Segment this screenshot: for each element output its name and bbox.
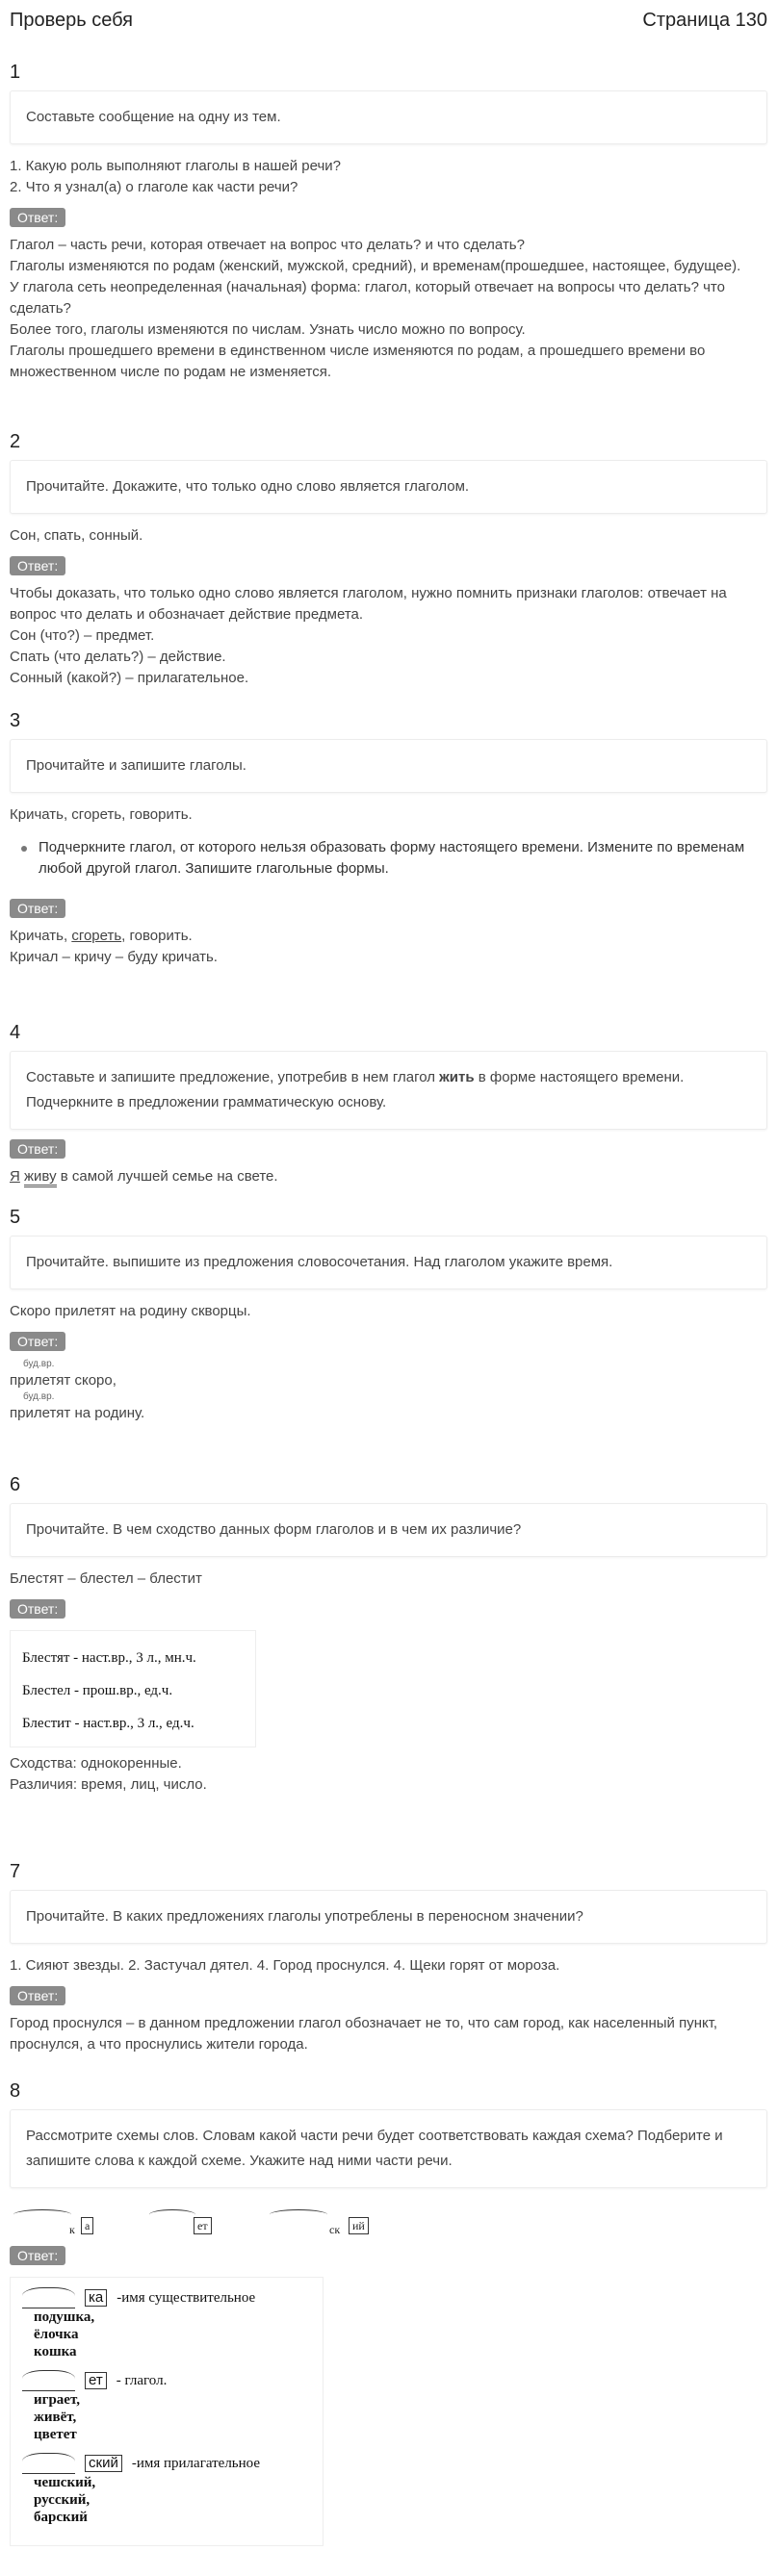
exercise-number: 6 <box>10 1474 21 1495</box>
answer-line: Различия: время, лиц, число. <box>10 1776 207 1793</box>
answer-line: Чтобы доказать, что только одно слово является глаголом, нужно помнить признаки глаголов: отвечает на вопрос что делать и обозначает действие предмета. <box>10 585 727 623</box>
schema-answer-figure <box>10 2277 324 2546</box>
ending-box: ка <box>85 2289 107 2307</box>
figure-line: Блестел - прош.вр., ед.ч. <box>22 1683 173 1698</box>
predicate: живу <box>24 1168 57 1187</box>
answer-text: Я живу в самой лучшей семье на свете. <box>10 1166 767 1187</box>
exercise-number: 1 <box>10 62 21 83</box>
example-word: подушка, <box>34 2309 95 2325</box>
answer-text: Город проснулся – в данном предложении глагол обозначает не то, что сам город, как населенный пункт, проснулся, а что проснулись жители города. <box>10 2015 718 2053</box>
answer-text <box>10 926 767 968</box>
task-box: Прочитайте. В чем сходство данных форм глаголов и в чем их различие? <box>10 1503 767 1557</box>
part-of-speech: - глагол. <box>116 2373 168 2388</box>
exercise-number: 4 <box>10 1022 21 1043</box>
answer-line: Глаголы прошедшего времени в единственном числе изменяются по родам, а прошедшего времени во множественном числе по родам не изменяется. <box>10 343 706 380</box>
task-box: Прочитайте и запишите глаголы. <box>10 739 767 793</box>
answer-line: Спать (что делать?) – действие. <box>10 649 226 665</box>
example-word: барский <box>34 2510 88 2525</box>
bold-word: жить <box>439 1069 475 1085</box>
exercise-text: Кричать, сгореть, говорить. <box>10 806 193 823</box>
example-word: играет, <box>34 2392 80 2408</box>
part-of-speech: -имя прилагательное <box>131 2456 261 2471</box>
exercise-4 <box>10 1020 767 1187</box>
schema-ending: ет <box>194 2217 212 2234</box>
underlined-verb: сгореть <box>71 928 122 944</box>
example-word: кошка <box>34 2344 77 2359</box>
task-box: Составьте сообщение на одну из тем. <box>10 90 767 144</box>
part-of-speech: -имя существительное <box>117 2290 256 2306</box>
subject: Я <box>10 1168 20 1185</box>
exercise-2 <box>10 429 767 689</box>
answer-line: прилетят скоро, <box>10 1372 117 1389</box>
answer-badge[interactable]: Ответ: <box>10 556 65 575</box>
exercise-number: 3 <box>10 710 21 731</box>
group-verb <box>22 2370 311 2443</box>
exercise-text: 1. Сияют звезды. 2. Застучал дятел. 4. Город проснулся. 4. Щеки горят от мороза. <box>10 1957 560 1974</box>
exercise-8 <box>10 2079 767 2546</box>
answer-badge[interactable]: Ответ: <box>10 1139 65 1159</box>
figure-line: Блестит - наст.вр., 3 л., ед.ч. <box>22 1716 194 1731</box>
group-noun <box>22 2287 311 2360</box>
schema-suffix: ск <box>329 2223 341 2236</box>
answer-badge[interactable]: Ответ: <box>10 208 65 227</box>
example-word: чешский, <box>34 2475 96 2490</box>
exercise-5 <box>10 1205 767 1424</box>
tense-mark: буд.вр. <box>23 1391 55 1402</box>
exercise-7 <box>10 1859 767 2055</box>
answer-text <box>10 1359 767 1424</box>
answer-line: Сходства: однокоренные. <box>10 1755 182 1772</box>
answer-line: Глаголы изменяются по родам (женский, мужской, средний), и временам(прошедшее, настоящее, будущее). <box>10 258 741 274</box>
answer-line: Глагол – часть речи, которая отвечает на вопрос что делать? и что сделать? <box>10 237 525 253</box>
bullet-instruction: Подчеркните глагол, от которого нельзя образовать форму настоящего времени. Измените по временам любой другой глагол. Запишите глагольные формы. <box>39 837 767 880</box>
word-schemas <box>10 2198 767 2236</box>
exercise-6 <box>10 1472 767 1796</box>
schema-adjective <box>270 2207 385 2236</box>
exercise-number: 7 <box>10 1861 21 1882</box>
answer-line: У глагола сеть неопределенная (начальная) форма: глагол, который отвечает на вопросы что делать? что сделать? <box>10 279 725 317</box>
exercise-number: 2 <box>10 431 21 452</box>
task-box: Прочитайте. выпишите из предложения словосочетания. Над глаголом укажите время. <box>10 1236 767 1289</box>
schema-part: к <box>69 2223 75 2236</box>
page-number: Страница 130 <box>642 10 767 31</box>
answer-line: Кричать, сгореть, говорить. <box>10 928 193 944</box>
exercise-text: Блестят – блестел – блестит <box>10 1570 202 1587</box>
exercise-number: 8 <box>10 2080 21 2102</box>
answer-badge[interactable]: Ответ: <box>10 899 65 918</box>
exercise-1 <box>10 60 767 383</box>
question-line: 1. Какую роль выполняют глаголы в нашей речи? <box>10 158 341 174</box>
answer-line: прилетят на родину. <box>10 1405 145 1421</box>
task-box: Прочитайте. Докажите, что только одно слово является глаголом. <box>10 460 767 514</box>
schema-ending: а <box>81 2217 93 2234</box>
task-box: Составьте и запишите предложение, употребив в нем глагол жить в форме настоящего времени. Подчеркните в предложении грамматическую основу. <box>10 1051 767 1130</box>
answer-badge[interactable]: Ответ: <box>10 1599 65 1619</box>
schema-verb <box>149 2207 221 2236</box>
task-box: Рассмотрите схемы слов. Словам какой части речи будет соответствовать каждая схема? Подберите и запишите слова к каждой схеме. Укажите над ними части речи. <box>10 2109 767 2188</box>
answer-badge[interactable]: Ответ: <box>10 1332 65 1351</box>
example-word: цветет <box>34 2427 77 2442</box>
answer-badge[interactable]: Ответ: <box>10 1986 65 2005</box>
ending-box: ский <box>85 2455 122 2472</box>
answer-line: Кричал – кричу – буду кричать. <box>10 949 218 965</box>
schema-ending: ий <box>349 2217 369 2234</box>
example-word: русский, <box>34 2492 91 2508</box>
example-word: ёлочка <box>34 2327 79 2342</box>
question-line: 2. Что я узнал(а) о глаголе как части речи? <box>10 179 298 195</box>
example-word: живёт, <box>34 2410 77 2425</box>
ending-box: ет <box>85 2372 107 2389</box>
answer-badge[interactable]: Ответ: <box>10 2246 65 2265</box>
page-header <box>10 10 767 35</box>
answer-text <box>10 583 767 689</box>
answer-text <box>10 1753 767 1796</box>
answer-line: Сонный (какой?) – прилагательное. <box>10 670 249 686</box>
figure-line: Блестят - наст.вр., 3 л., мн.ч. <box>22 1650 196 1666</box>
tense-mark: буд.вр. <box>23 1359 55 1369</box>
exercise-text: Скоро прилетят на родину скворцы. <box>10 1303 251 1319</box>
answer-line: Более того, глаголы изменяются по числам. Узнать число можно по вопросу. <box>10 321 526 338</box>
page-title: Проверь себя <box>10 10 133 31</box>
schema-noun <box>10 2207 101 2236</box>
task-box: Прочитайте. В каких предложениях глаголы употреблены в переносном значении? <box>10 1890 767 1944</box>
group-adjective <box>22 2453 311 2526</box>
answer-line: Сон (что?) – предмет. <box>10 627 155 644</box>
exercise-number: 5 <box>10 1207 21 1228</box>
exercise-text <box>10 156 767 198</box>
answer-text <box>10 235 767 383</box>
verb-forms-figure <box>10 1630 256 1747</box>
exercise-text: Сон, спать, сонный. <box>10 527 143 544</box>
exercise-3 <box>10 708 767 968</box>
